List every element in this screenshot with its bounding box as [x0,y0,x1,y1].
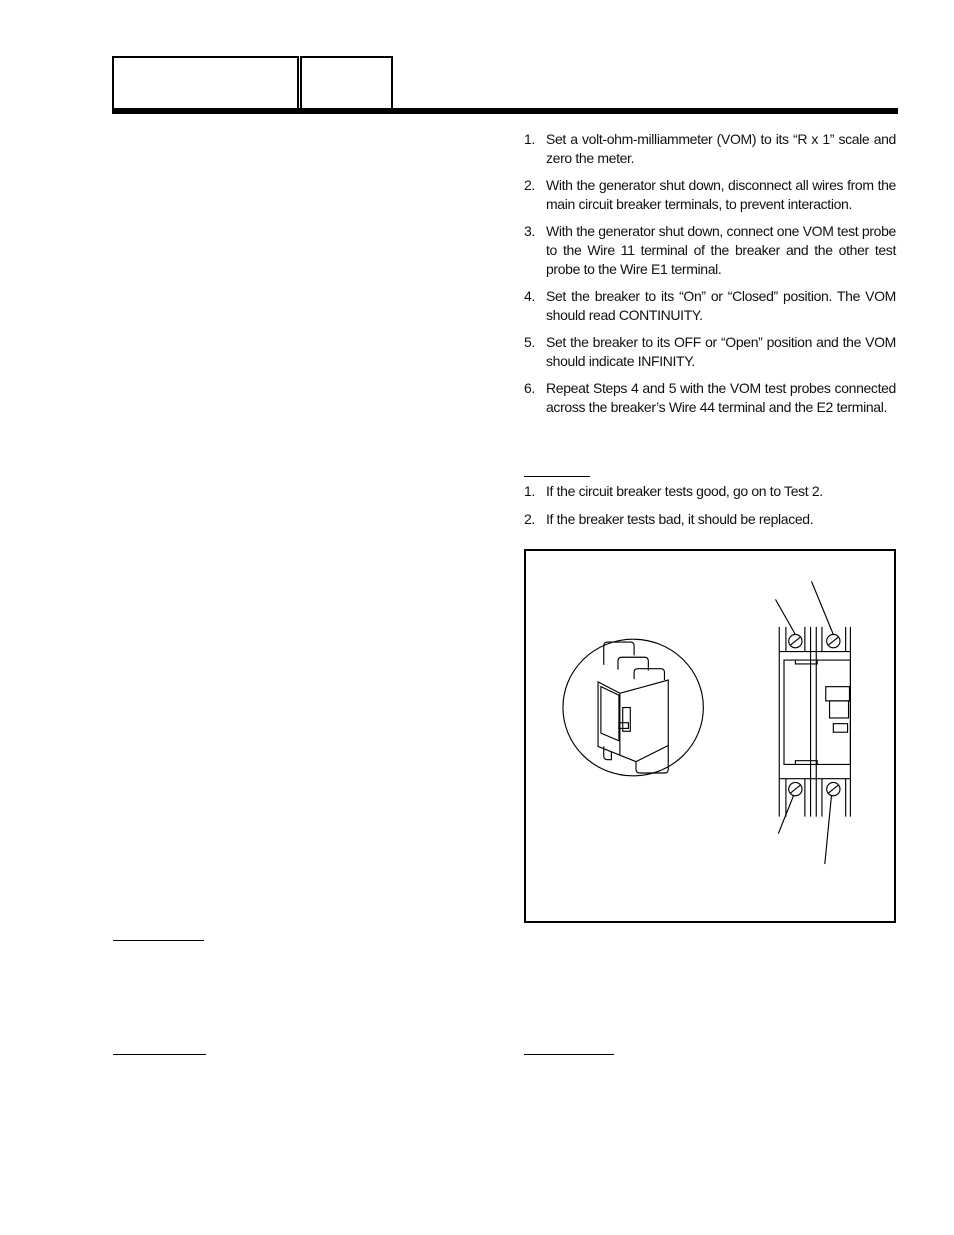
step-text: With the generator shut down, connect one VOM test probe to the Wire 11 terminal of the breaker and the other test probe to the Wire E1 terminal. [546,223,896,277]
step-number: 6. [524,380,535,396]
step-text: With the generator shut down, disconnect all wires from the main circuit breaker terminals, to prevent interaction. [546,177,896,212]
circuit-breaker-illustration [526,551,894,921]
step-number: 1. [524,131,535,147]
procedure-step [524,333,896,371]
step-number: 5. [524,334,535,350]
step-number: 4. [524,288,535,304]
terminal-screw-icon [789,634,802,647]
result-step [524,510,896,529]
results-steps [524,482,896,537]
step-text: Set the breaker to its OFF or “Open” position and the VOM should indicate INFINITY. [546,334,896,369]
section-heading-rule [113,1054,206,1055]
results-heading-rule [524,476,590,477]
step-number: 2. [524,177,535,193]
step-text: Repeat Steps 4 and 5 with the VOM test probes connected across the breaker’s Wire 44 terminal and the E2 terminal. [546,380,896,415]
step-number: 2. [524,511,535,527]
step-number: 1. [524,483,535,499]
step-text: Set the breaker to its “On” or “Closed” position. The VOM should read CONTINUITY. [546,288,896,323]
procedure-step [524,379,896,417]
step-text: If the breaker tests bad, it should be replaced. [546,511,814,527]
header-section-box [300,56,393,110]
section-heading-rule [524,1054,614,1055]
procedure-step [524,130,896,168]
circuit-breaker-figure [524,549,896,923]
step-text: Set a volt-ohm-milliammeter (VOM) to its “R x 1” scale and zero the meter. [546,131,896,166]
section-heading-rule [113,940,204,941]
procedure-step [524,176,896,214]
header-title-box [112,56,299,110]
step-number: 3. [524,223,535,239]
terminal-screw-icon [827,634,840,647]
breaker-front-view [775,581,850,864]
procedure-step [524,287,896,325]
header-rule [112,108,898,114]
terminal-screw-icon [827,782,840,795]
result-step [524,482,896,501]
step-text: If the circuit breaker tests good, go on to Test 2. [546,483,823,499]
terminal-screw-icon [789,782,802,795]
procedure-step [524,222,896,279]
breaker-perspective-view [563,639,703,776]
procedure-steps [524,130,896,425]
